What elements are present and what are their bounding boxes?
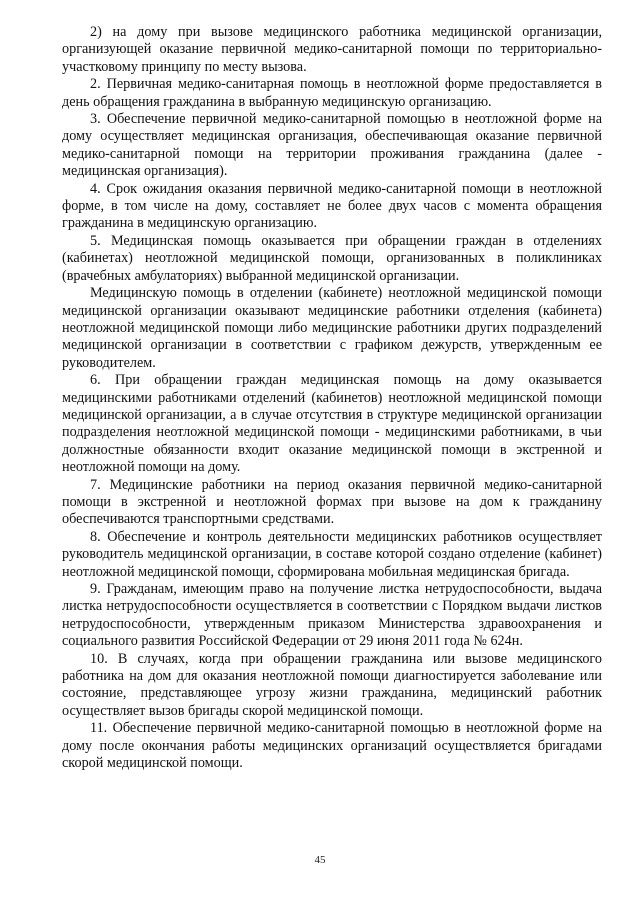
paragraph-6: 6. При обращении граждан медицинская помощь на дому оказывается медицинскими работниками отделений (кабинетов) неотложной медицинской помощи медицинской организации, а в случае отсутствия в структуре медицинской организации подразделения неотложной медицинской помощи - медицинскими работниками, в чьи должностные обязанности входит оказание медицинской помощи в экстренной и неотложной помощи на дому.	[62, 372, 602, 476]
page-number: 45	[314, 854, 326, 866]
paragraph-9: 9. Гражданам, имеющим право на получение листка нетрудоспособности, выдача листка нетрудоспособности осуществляется в соответствии с Порядком выдачи листков нетрудоспособности, утвержденным приказом Министерства здравоохранения и социального развития Российской Федерации от 29 июня 2011 года № 624н.	[62, 581, 602, 650]
paragraph-10: 10. В случаях, когда при обращении гражданина или вызове медицинского работника на дом для оказания неотложной помощи диагностируется заболевание или состояние, представляющее угрозу жизни гражданина, медицинский работник осуществляет вызов бригады скорой медицинской помощи.	[62, 650, 602, 719]
paragraph-5-continued: Медицинскую помощь в отделении (кабинете) неотложной медицинской помощи медицинской организации оказывают медицинские работники отделения (кабинета) неотложной медицинской помощи либо медицинские работники других подразделений медицинской организации в соответствии с графиком дежурств, утвержденным ее руководителем.	[62, 285, 602, 371]
paragraph-11: 11. Обеспечение первичной медико-санитарной помощью в неотложной форме на дому после окончания работы медицинских организаций осуществляется бригадами скорой медицинской помощи.	[62, 720, 602, 772]
paragraph-4: 4. Срок ожидания оказания первичной медико-санитарной помощи в неотложной форме, в том числе на дому, составляет не более двух часов с момента обращения гражданина в медицинскую организацию.	[62, 180, 602, 232]
paragraph-5: 5. Медицинская помощь оказывается при обращении граждан в отделениях (кабинетах) неотложной медицинской помощи, организованных в поликлиниках (врачебных амбулаториях) выбранной медицинской организации.	[62, 232, 602, 284]
paragraph-home-visit: 2) на дому при вызове медицинского работника медицинской организации, организующей оказание первичной медико-санитарной помощи по территориально-участковому принципу по месту вызова.	[62, 24, 602, 75]
document-page	[62, 24, 602, 772]
paragraph-7: 7. Медицинские работники на период оказания первичной медико-санитарной помощи в экстренной и неотложной формах при вызове на дом к гражданину обеспечиваются транспортными средствами.	[62, 476, 602, 528]
paragraph-2: 2. Первичная медико-санитарная помощь в неотложной форме предоставляется в день обращения гражданина в выбранную медицинскую организацию.	[62, 76, 602, 110]
paragraph-8: 8. Обеспечение и контроль деятельности медицинских работников осуществляет руководитель медицинской организации, в составе которой создано отделение (кабинет) неотложной медицинской помощи, сформирована мобильная медицинская бригада.	[62, 528, 602, 580]
paragraph-3: 3. Обеспечение первичной медико-санитарной помощью в неотложной форме на дому осуществляет медицинская организация, обеспечивающая оказание первичной медико-санитарной помощи на территории проживания гражданина (далее - медицинская организация).	[62, 111, 602, 180]
